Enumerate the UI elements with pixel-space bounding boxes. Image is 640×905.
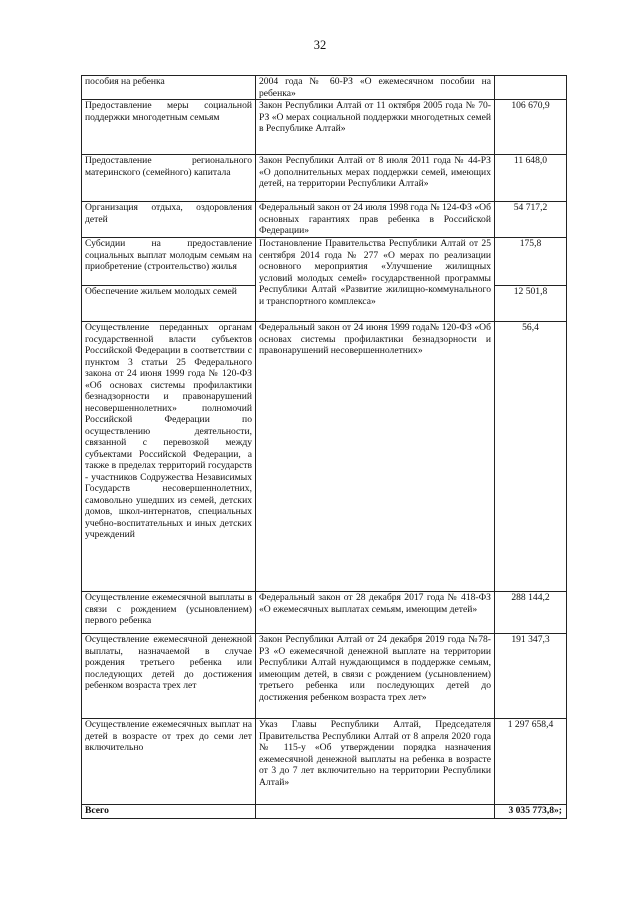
row-name: Осуществление ежемесячных выплат на детей в возрасте от трех до семи лет включительно: [82, 719, 256, 805]
row-amount: 288 144,2: [495, 592, 567, 634]
total-row: [82, 805, 567, 819]
table-row: [82, 634, 567, 719]
table-row: [82, 76, 567, 100]
row-name: Обеспечение жильем молодых семей: [82, 286, 256, 322]
table-row: [82, 322, 567, 592]
row-amount: [495, 76, 567, 100]
row-amount: 1 297 658,4: [495, 719, 567, 805]
row-name: Предоставление регионального материнского (семейного) капитала: [82, 155, 256, 202]
row-legal-basis: Закон Республики Алтай от 24 декабря 2019 года №78-РЗ «О ежемесячной денежной выплате на территории Республики Алтай нуждающимся в поддержке семьям, имеющим детей, в связи с рождением (усыновлением) третьего ребенка или последующих детей до достижения ребенком возраста трех лет»: [256, 634, 495, 719]
row-legal-basis: 2004 года № 60-РЗ «О ежемесячном пособии на ребенка»: [256, 76, 495, 100]
row-amount: 56,4: [495, 322, 567, 592]
row-name: Осуществление переданных органам государственной власти субъектов Российской Федерации в соответствии с пунктом 3 статьи 25 Федерального закона от 24 июня 1999 года № 120-ФЗ «Об основах системы профилактики безнадзорности и правонарушений несовершеннолетних» полномочий Российской Федерации по осуществлению деятельности, связанной с перевозкой между субъектами Российской Федерации, а также в пределах территорий государств - участников Содружества Независимых Государств несовершеннолетних, самовольно ушедших из семей, детских домов, школ-интернатов, специальных учебно-воспитательных и иных детских учреждений: [82, 322, 256, 592]
table-row: [82, 202, 567, 238]
row-amount: 12 501,8: [495, 286, 567, 322]
row-legal-basis: Закон Республики Алтай от 11 октября 2005 года № 70-РЗ «О мерах социальной поддержки многодетных семей в Республике Алтай»: [256, 100, 495, 155]
table-row: [82, 155, 567, 202]
row-amount: 54 717,2: [495, 202, 567, 238]
row-amount: 191 347,3: [495, 634, 567, 719]
total-label: Всего: [82, 805, 256, 819]
table-row: [82, 238, 567, 286]
row-name: Организация отдыха, оздоровления детей: [82, 202, 256, 238]
row-legal-basis: Указ Главы Республики Алтай, Председателя Правительства Республики Алтай от 8 апреля 2020 года № 115-у «Об утверждении порядка назначения ежемесячной денежной выплаты на ребенка в возрасте от 3 до 7 лет включительно на территории Республики Алтай»: [256, 719, 495, 805]
row-legal-basis: Федеральный закон от 24 июля 1998 года № 124-ФЗ «Об основных гарантиях прав ребенка в Российской Федерации»: [256, 202, 495, 238]
row-name: Осуществление ежемесячной выплаты в связи с рождением (усыновлением) первого ребенка: [82, 592, 256, 634]
row-amount: 11 648,0: [495, 155, 567, 202]
table-row: [82, 100, 567, 155]
row-legal-basis: Федеральный закон от 24 июня 1999 года№ 120-ФЗ «Об основах системы профилактики безнадзорности и правонарушений несовершеннолетних»: [256, 322, 495, 592]
budget-table: [81, 75, 567, 819]
row-amount: 106 670,9: [495, 100, 567, 155]
row-name: Осуществление ежемесячной денежной выплаты, назначаемой в случае рождения третьего ребенка или последующих детей до достижения ребенком возраста трех лет: [82, 634, 256, 719]
total-amount: 3 035 773,8»;: [495, 805, 567, 819]
row-name: Предоставление меры социальной поддержки многодетным семьям: [82, 100, 256, 155]
row-amount: 175,8: [495, 238, 567, 286]
table-row: [82, 719, 567, 805]
row-legal-basis: Закон Республики Алтай от 8 июля 2011 года № 44-РЗ «О дополнительных мерах поддержки семей, имеющих детей, на территории Республики Алтай»: [256, 155, 495, 202]
table-row: [82, 592, 567, 634]
row-name: Субсидии на предоставление социальных выплат молодым семьям на приобретение (строительство) жилья: [82, 238, 256, 286]
total-legal-basis: [256, 805, 495, 819]
page-number: 32: [313, 38, 327, 52]
row-legal-basis-shared: Постановление Правительства Республики Алтай от 25 сентября 2014 года № 277 «О мерах по реализации основного мероприятия «Улучшение жилищных условий молодых семей» государственной программы Республики Алтай «Развитие жилищно-коммунального и транспортного комплекса»: [256, 238, 495, 322]
row-legal-basis: Федеральный закон от 28 декабря 2017 года № 418-ФЗ «О ежемесячных выплатах семьям, имеющим детей»: [256, 592, 495, 634]
row-name: пособия на ребенка: [82, 76, 256, 100]
